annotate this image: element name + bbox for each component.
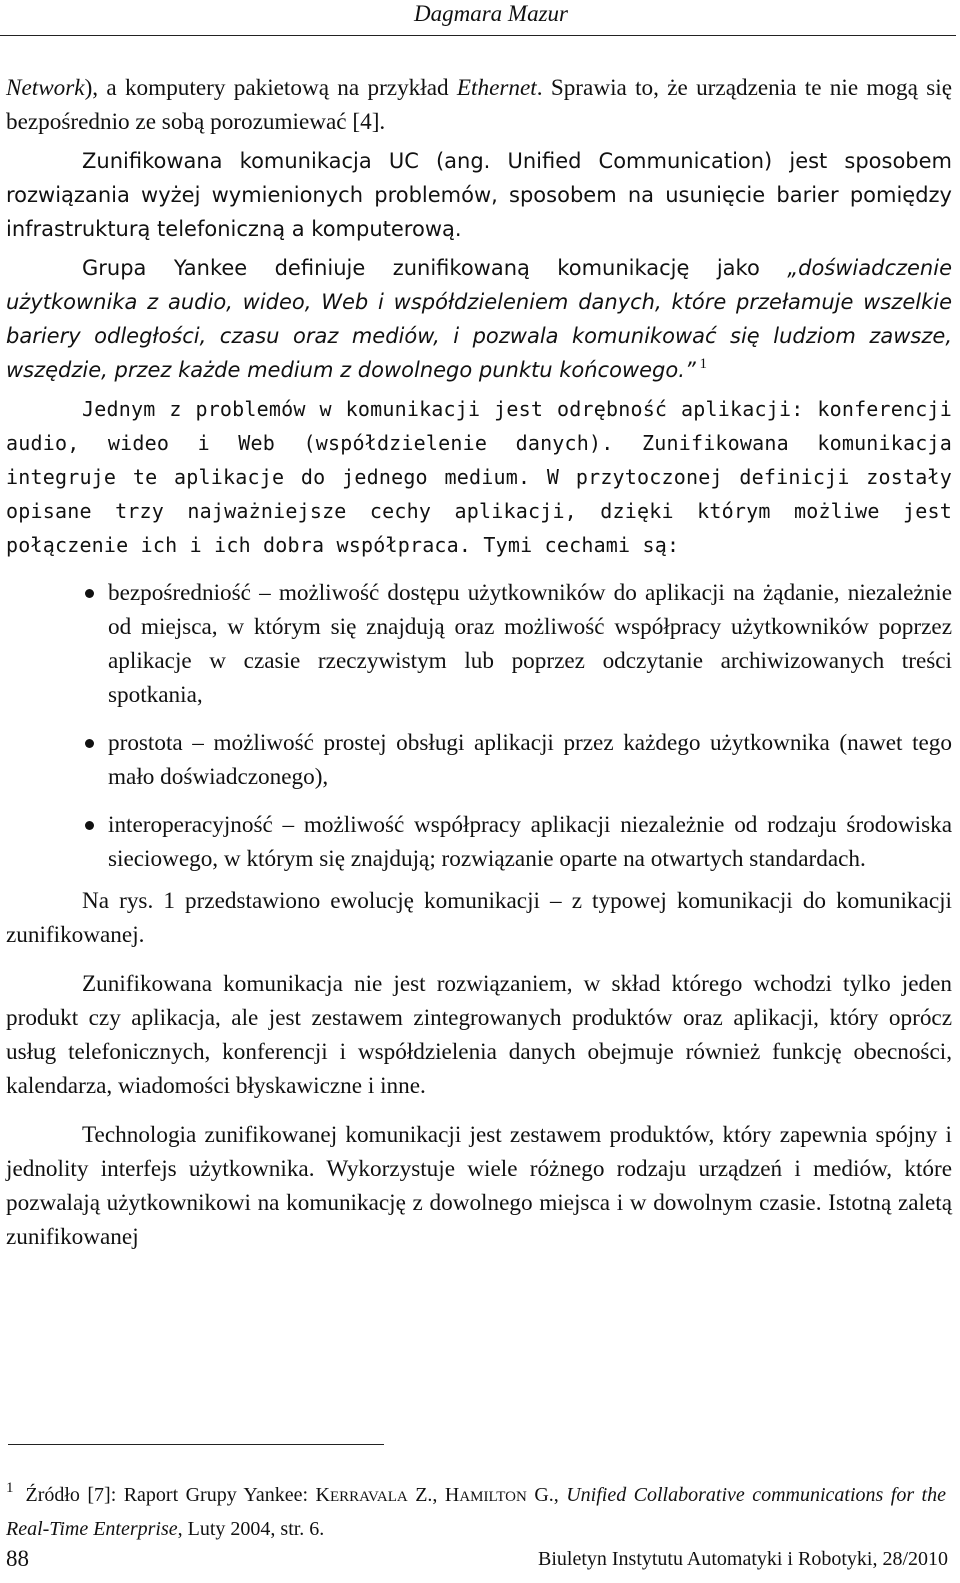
bullet-icon <box>85 589 94 598</box>
bullet-icon <box>85 739 94 748</box>
text-run: Zunifikowana komunikacja UC (ang. Unified Communication) jest sposobem rozwiązania wyżej wymienionych problemów, sposobem na usunięcie barier pomiędzy infrastrukturą telefoniczną a komputerową. <box>6 149 952 241</box>
running-head-author: Dagmara Mazur <box>414 1 568 26</box>
paragraph-1 <box>6 71 952 139</box>
text-run: „doświadczenie użytkownika z audio, wideo, Web i współdzieleniem danych, które przełamuje wszelkie bariery odległości, czasu oraz mediów, i pozwala komunikować się ludziom zawsze, wszędzie, przez każde medium z dowolnego punktu końcowego.” <box>6 256 952 382</box>
paragraph-6 <box>6 967 952 1103</box>
text-run: Network <box>6 75 85 101</box>
text-run: Jednym z problemów w komunikacji jest odrębność aplikacji: konferencji audio, wideo i Web (współdzielenie danych). Zunifikowana komunikacja integruje te aplikacje do jednego medium. W przytoczonej definicji zostały opisane trzy najważniejsze cechy aplikacji, dzięki którym możliwe jest połączenie ich i ich dobra współpraca. Tymi cechami są: <box>6 397 952 557</box>
text-run: Na rys. 1 przedstawiono ewolucję komunikacji – z typowej komunikacji do komunikacji zunifikowanej. <box>6 888 952 948</box>
footnote <box>6 1479 946 1545</box>
footnote-number: 1 <box>6 1480 14 1496</box>
page-body <box>6 71 952 1254</box>
page-footer <box>6 1546 948 1576</box>
text-run: Technologia zunifikowanej komunikacji jest zestawem produktów, który zapewnia spójny i jednolity interfejs użytkownika. Wykorzystuje wiele różnego rodzaju urządzeń i mediów, które pozwalają użytkownikowi na komunikację z dowolnego miejsca i w dowolnym czasie. Istotną zaletą zunifikowanej <box>6 1122 952 1250</box>
list-item-text: interoperacyjność – możliwość współpracy aplikacji niezależnie od rodzaju środowiska sieciowego, w którym się znajdują; rozwiązanie oparte na otwartych standardach. <box>108 812 952 872</box>
text-run: Grupa Yankee definiuje zunifikowaną komunikację jako <box>82 256 788 280</box>
text-run: Unified Collaborative communications for the Real-Time Enterprise <box>6 1484 946 1540</box>
list-item <box>6 726 952 794</box>
paragraph-4 <box>6 392 952 562</box>
text-run: G., <box>526 1484 567 1506</box>
paragraph-2 <box>6 144 952 246</box>
author-surname: KERRAVALA <box>315 1484 408 1506</box>
paragraph-3-definition <box>6 251 952 387</box>
paragraph-5 <box>6 884 952 952</box>
footnote-text <box>6 1484 946 1540</box>
features-list <box>6 576 952 876</box>
journal-name: Biuletyn Instytutu Automatyki i Robotyki, 28/2010 <box>537 1548 948 1570</box>
text-run: Ethernet <box>456 75 537 101</box>
text-run: . Sprawia to, że urządzenia te nie mogą się bezpośrednio ze sobą porozumiewać [4]. <box>6 75 952 135</box>
list-item <box>6 808 952 876</box>
text-run: Zunifikowana komunikacja nie jest rozwiązaniem, w skład którego wchodzi tylko jeden produkt czy aplikacja, ale jest zestawem zintegrowanych produktów oraz aplikacji, który oprócz usług telefonicznych, konferencji i współdzielenia danych obejmuje również funkcję obecności, kalendarza, wiadomości błyskawiczne i inne. <box>6 971 952 1099</box>
page-number: 88 <box>6 1546 29 1571</box>
bullet-icon <box>85 821 94 830</box>
page-header <box>0 0 960 36</box>
author-surname: HAMILTON <box>444 1484 527 1506</box>
footnote-rule <box>8 1444 384 1445</box>
text-run: Źródło [7]: Raport Grupy Yankee: <box>25 1484 316 1506</box>
list-item-text: prostota – możliwość prostej obsługi aplikacji przez każdego użytkownika (nawet tego mało doświadczonego), <box>108 730 952 790</box>
list-item-text: bezpośredniość – możliwość dostępu użytkowników do aplikacji na żądanie, niezależnie od miejsca, w którym się znajdują oraz możliwość współpracy użytkowników poprzez aplikacje w czasie rzeczywistym lub poprzez odczytanie archiwizowanych treści spotkania, <box>108 580 952 708</box>
text-run: Z., <box>407 1484 445 1506</box>
list-item <box>6 576 952 712</box>
footnote-ref: 1 <box>695 356 708 372</box>
text-run: ), a komputery pakietową na przykład <box>84 75 457 101</box>
header-rule <box>0 35 956 36</box>
text-run: , Luty 2004, str. 6. <box>177 1518 325 1540</box>
paragraph-7 <box>6 1118 952 1254</box>
